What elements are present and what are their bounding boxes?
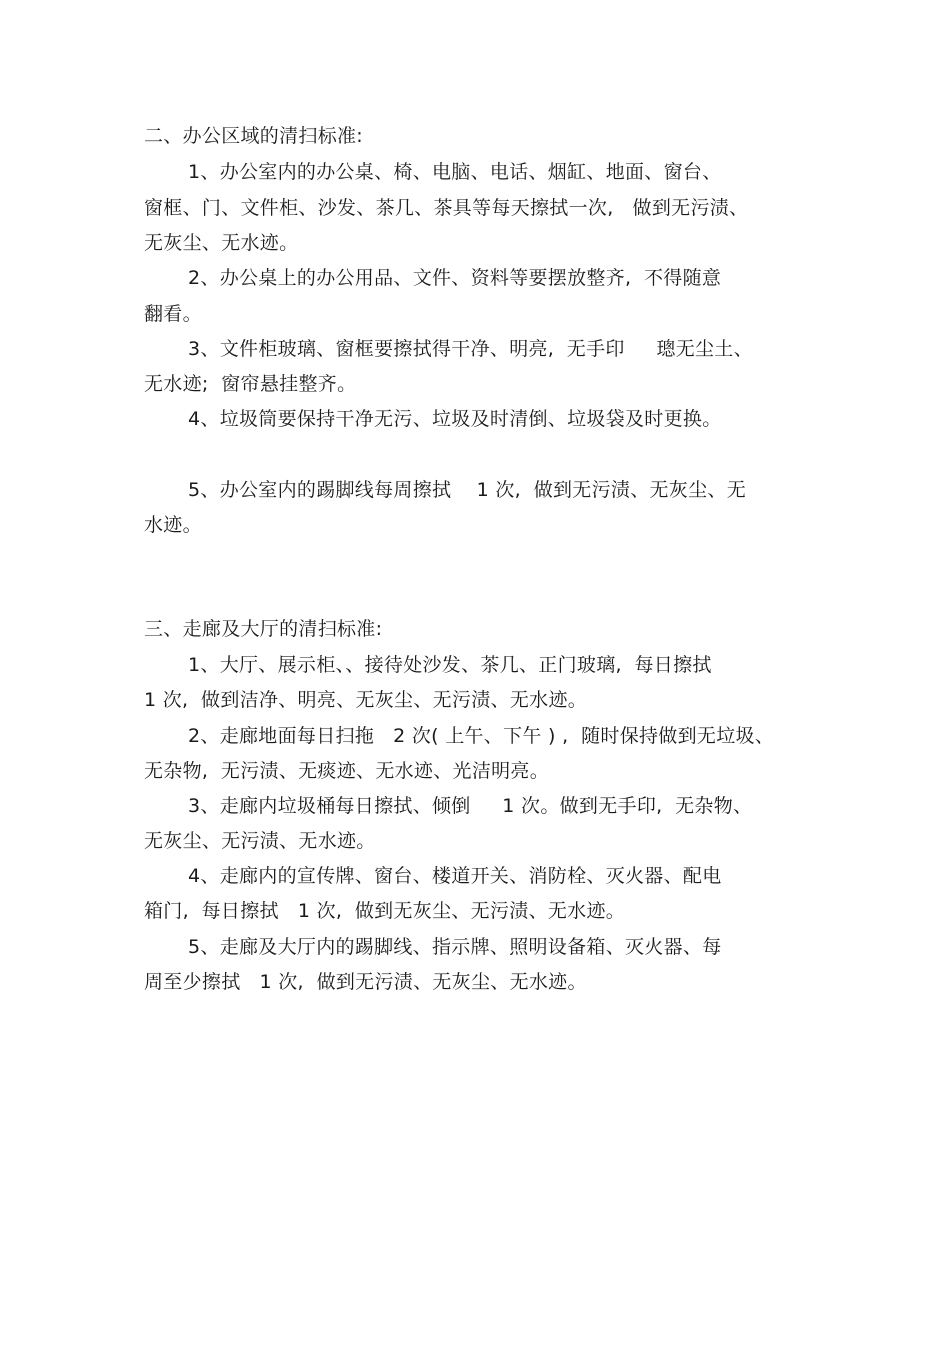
section3-item4-line2: 箱门, 每日擦拭 1 次, 做到无灰尘、无污渍、无水迹。: [144, 900, 626, 922]
section2-item4-line1: 4、垃圾筒要保持干净无污、垃圾及时清倒、垃圾袋及时更换。: [188, 408, 722, 430]
section3-item2-line1: 2、走廊地面每日扫拖 2 次( 上午、下午 ) , 随时保持做到无垃圾、: [188, 725, 775, 747]
section2-item1-line2: 窗框、门、文件柜、沙发、茶几、茶具等每天擦拭一次, 做到无污渍、: [144, 197, 749, 219]
section2-item3-line1: 3、文件柜玻璃、窗框要擦拭得干净、明亮, 无手印 璁无尘土、: [188, 338, 753, 360]
section2-item2-line1: 2、办公桌上的办公用品、文件、资料等要摆放整齐, 不得随意: [188, 267, 722, 289]
section3-item5-line2: 周至少擦拭 1 次, 做到无污渍、无灰尘、无水迹。: [144, 971, 587, 993]
section2-item1-line1: 1、办公室内的办公桌、椅、电脑、电话、烟缸、地面、窗台、: [188, 161, 722, 183]
section3-item3-line1: 3、走廊内垃圾桶每日擦拭、倾倒 1 次。做到无手印, 无杂物、: [188, 795, 753, 817]
section3-item3-line2: 无灰尘、无污渍、无水迹。: [144, 830, 376, 852]
section3-item5-line1: 5、走廊及大厅内的踢脚线、指示牌、照明设备箱、灭火器、每: [188, 936, 722, 958]
section3-item2-line2: 无杂物, 无污渍、无痰迹、无水迹、光洁明亮。: [144, 760, 550, 782]
section2-item5-line2: 水迹。: [144, 514, 202, 536]
section2-item2-line2: 翻看。: [144, 303, 202, 325]
section3-heading: 三、走廊及大厅的清扫标准:: [144, 618, 383, 640]
section2-item1-line3: 无灰尘、无水迹。: [144, 232, 299, 254]
section3-item1-line1: 1、大厅、展示柜、、接待处沙发、茶几、正门玻璃, 每日擦拭: [188, 654, 712, 676]
section3-item4-line1: 4、走廊内的宣传牌、窗台、楼道开关、消防栓、灭火器、配电: [188, 865, 722, 887]
section2-item3-line2: 无水迹; 窗帘悬挂整齐。: [144, 373, 357, 395]
section2-heading: 二、办公区域的清扫标准:: [144, 125, 364, 147]
section3-item1-line2: 1 次, 做到洁净、明亮、无灰尘、无污渍、无水迹。: [144, 689, 588, 711]
section2-item5-line1: 5、办公室内的踢脚线每周擦拭 1 次, 做到无污渍、无灰尘、无: [188, 479, 746, 501]
